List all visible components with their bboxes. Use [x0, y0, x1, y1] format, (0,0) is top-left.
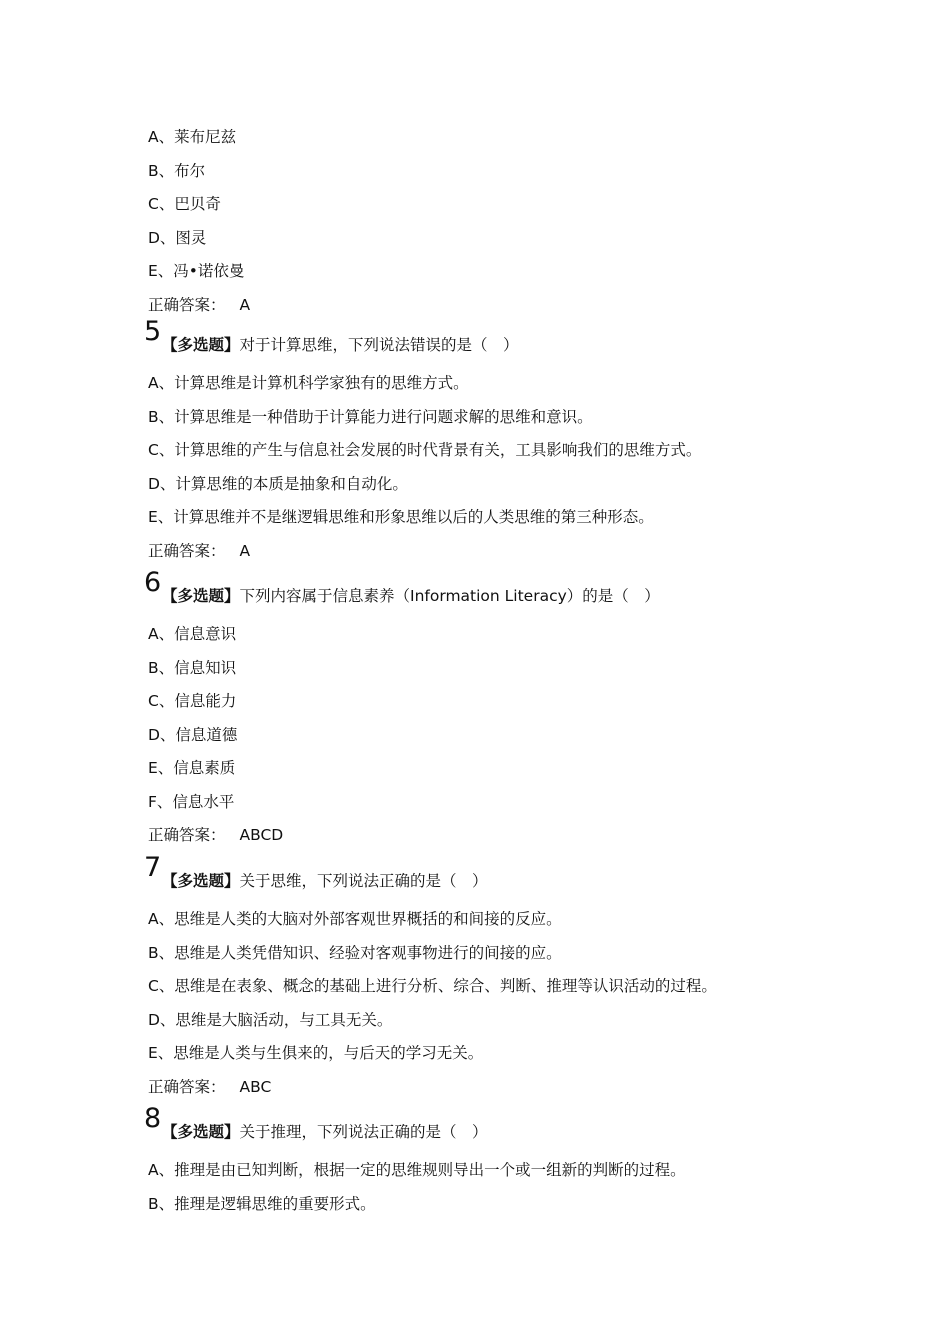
answer-label: 正确答案：	[148, 541, 226, 560]
question-stem: 对于计算思维，下列说法错误的是（ ）	[239, 336, 519, 354]
option-d: D、图灵	[148, 228, 207, 247]
question-header	[144, 567, 908, 618]
question-header	[144, 852, 908, 903]
question-text	[162, 870, 488, 892]
question-4	[148, 121, 908, 322]
question-text	[162, 334, 519, 356]
option-c: C、巴贝奇	[148, 195, 221, 213]
question-5	[144, 316, 908, 568]
question-header	[144, 316, 908, 367]
option-b: B、信息知识	[148, 658, 237, 677]
option-d: D、信息道德	[148, 725, 238, 744]
question-stem: 关于思维，下列说法正确的是（ ）	[239, 872, 488, 890]
question-stem: 下列内容属于信息素养（Information Literacy）的是（ ）	[239, 587, 660, 605]
option-b: B、计算思维是一种借助于计算能力进行问题求解的思维和意识。	[148, 407, 593, 426]
option-b: B、布尔	[148, 161, 206, 180]
answer-label: 正确答案：	[148, 295, 226, 314]
option-b: B、思维是人类凭借知识、经验对客观事物进行的间接的应。	[148, 943, 562, 962]
option-b: B、推理是逻辑思维的重要形式。	[148, 1194, 376, 1213]
question-7	[144, 852, 908, 1104]
option-f: F、信息水平	[148, 792, 235, 811]
answer-value: A	[239, 541, 251, 560]
answer-line	[148, 819, 908, 853]
option-a: A、莱布尼兹	[148, 128, 237, 146]
option-a: A、思维是人类的大脑对外部客观世界概括的和间接的反应。	[148, 910, 562, 928]
answer-line	[148, 535, 908, 569]
option-e: E、信息素质	[148, 759, 236, 777]
answer-value: A	[239, 295, 251, 314]
question-text	[162, 1121, 488, 1143]
question-8	[144, 1103, 908, 1221]
option-d: D、计算思维的本质是抽象和自动化。	[148, 474, 408, 493]
question-type: 【多选题】	[162, 336, 240, 354]
option-a: A、信息意识	[148, 625, 237, 643]
answer-line	[148, 1071, 908, 1105]
option-a: A、推理是由已知判断，根据一定的思维规则导出一个或一组新的判断的过程。	[148, 1161, 686, 1179]
option-c: C、信息能力	[148, 692, 237, 710]
question-6	[144, 567, 908, 853]
option-e: E、思维是人类与生俱来的，与后天的学习无关。	[148, 1044, 484, 1062]
option-e: E、冯•诺依曼	[148, 262, 245, 280]
question-type: 【多选题】	[162, 1123, 240, 1141]
answer-value: ABCD	[239, 826, 284, 844]
question-type: 【多选题】	[162, 587, 240, 605]
question-number: 7	[144, 852, 162, 883]
question-number: 8	[144, 1103, 162, 1134]
question-text	[162, 585, 660, 607]
option-c: C、思维是在表象、概念的基础上进行分析、综合、判断、推理等认识活动的过程。	[148, 977, 717, 995]
question-number: 5	[144, 316, 162, 347]
option-e: E、计算思维并不是继逻辑思维和形象思维以后的人类思维的第三种形态。	[148, 508, 654, 526]
option-d: D、思维是大脑活动，与工具无关。	[148, 1010, 393, 1029]
option-c: C、计算思维的产生与信息社会发展的时代背景有关，工具影响我们的思维方式。	[148, 441, 702, 459]
option-a: A、计算思维是计算机科学家独有的思维方式。	[148, 374, 469, 392]
question-stem: 关于推理，下列说法正确的是（ ）	[239, 1123, 488, 1141]
question-type: 【多选题】	[162, 872, 240, 890]
answer-label: 正确答案：	[148, 826, 226, 844]
question-number: 6	[144, 567, 162, 598]
question-header	[144, 1103, 908, 1154]
answer-label: 正确答案：	[148, 1077, 226, 1096]
answer-value: ABC	[239, 1077, 272, 1096]
